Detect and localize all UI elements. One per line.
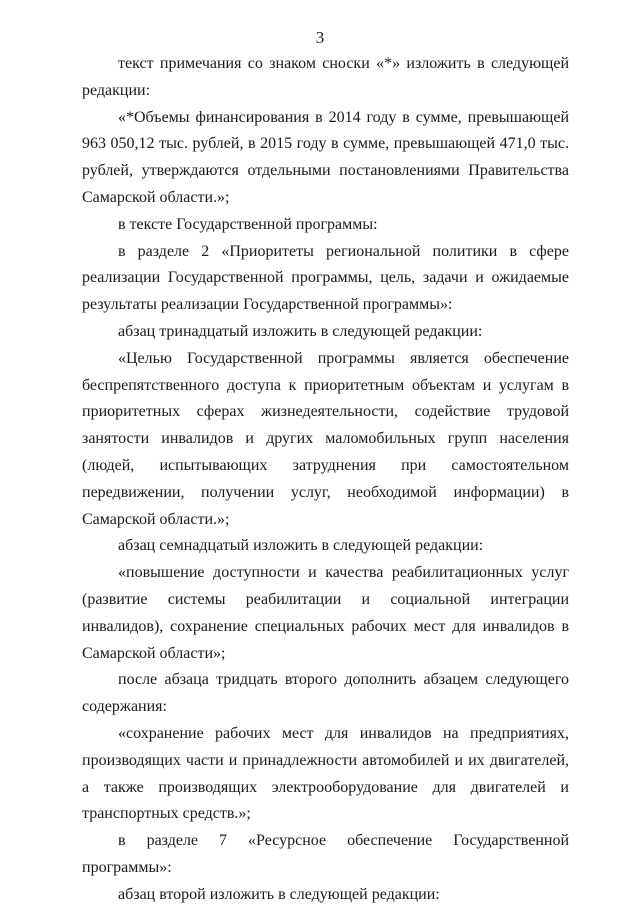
paragraph-program-text: в тексте Государственной программы: [118,215,378,233]
paragraph-section-7: в разделе 7 «Ресурсное обеспечение Государственной программы»: [82,832,569,876]
paragraph-section-2: в разделе 2 «Приоритеты региональной политики в сфере реализации Государственной программы, цель, задачи и ожидаемые результаты реализации Государственной программы»: [82,242,569,314]
page-number: 3 [315,28,325,47]
paragraph-accessibility-text: «повышение доступности и качества реабилитационных услуг (развитие системы реабилитации и социальной интеграции инвалидов), сохранение специальных рабочих мест для инвалидов в Самарской области»; [82,564,569,662]
paragraph-abzac-2-instruction: абзац второй изложить в следующей редакции: [118,885,440,903]
paragraph-abzac-13-instruction: абзац тринадцатый изложить в следующей редакции: [118,322,483,340]
body-text [82,51,569,909]
paragraph-abzac-17-instruction: абзац семнадцатый изложить в следующей редакции: [118,537,484,555]
paragraph-abzac-32-instruction: после абзаца тридцать второго дополнить абзацем следующего содержания: [82,671,569,716]
paragraph-footnote-text: «*Объемы финансирования в 2014 году в сумме, превышающей 963 050,12 тыс. рублей, в 2015 году в сумме, превышающей 471,0 тыс. рублей, утверждаются отдельными постановлениями Правительства Самарской области.»; [82,108,569,206]
paragraph-goal-text: «Целью Государственной программы является обеспечение беспрепятственного доступа к приоритетным объектам и услугам в приоритетных сферах жизнедеятельности, содействие трудовой занятости инвалидов и других маломобильных групп населения (людей, испытывающих затруднения при самостоятельном передвижении, получении услуг, необходимой информации) в Самарской области.»; [82,349,569,528]
paragraph-footnote-instruction: текст примечания со знаком сноски «*» изложить в следующей редакции: [82,55,569,99]
paragraph-jobs-text: «сохранение рабочих мест для инвалидов на предприятиях, производящих части и принадлежности автомобилей и их двигателей, а также производящих электрооборудование для двигателей и транспортных средств.»; [82,724,569,823]
